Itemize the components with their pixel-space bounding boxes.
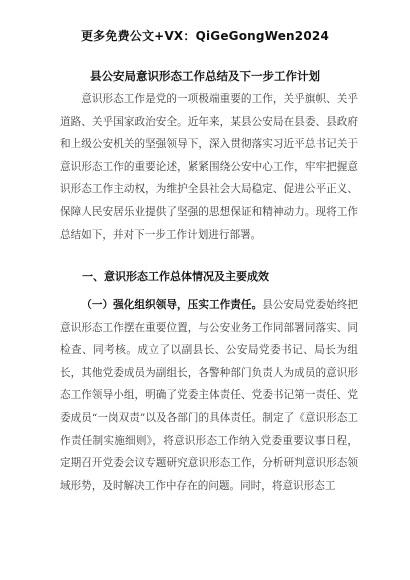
subsection-text: 县公安局党委始终把意识形态工作摆在重要位置，与公安业务工作同部署同落实、同检查、同考核。成立了以副县长、公安局党委书记、局长为组长，其他党委成员为副组长，各警种部门负责人为成员的意识形态工作领导小组，明确了党委主体责任、党委书记第一责任、党委成员“一岗双责”以及各部门的具体责任。制定了《意识形态工作责任制实施细则》，将意识形态工作纳入党委重要议事日程，定期召开党委会议专题研究意识形态工作，分析研判意识形态领域形势，及时解决工作中存在的问题。同时，将意识形态工 [60,299,359,492]
promo-banner: 更多免费公文+VX：QiGeGongWen2024 [80,29,329,43]
intro-paragraph: 意识形态工作是党的一项极端重要的工作，关乎旗帜、关乎道路、关乎国家政治安全。近年来，某县公安局在县委、县政府和上级公安机关的坚强领导下，深入贯彻落实习近平总书记关于意识形态工作的重要论述，紧紧围绕公安中心工作，牢牢把握意识形态工作主动权，为维护全县社会大局稳定、促进公平正义、保障人民安居乐业提供了坚强的思想保证和精神动力。现将工作总结如下，并对下一步工作计划进行部署。 [60,93,358,241]
section-paragraph [60,294,358,497]
subsection-heading: （一）强化组织领导，压实工作责任。 [81,299,263,311]
document-title: 县公安局意识形态工作总结及下一步工作计划 [90,69,320,83]
section-heading: 一、意识形态工作总体情况及主要成效 [82,270,269,283]
